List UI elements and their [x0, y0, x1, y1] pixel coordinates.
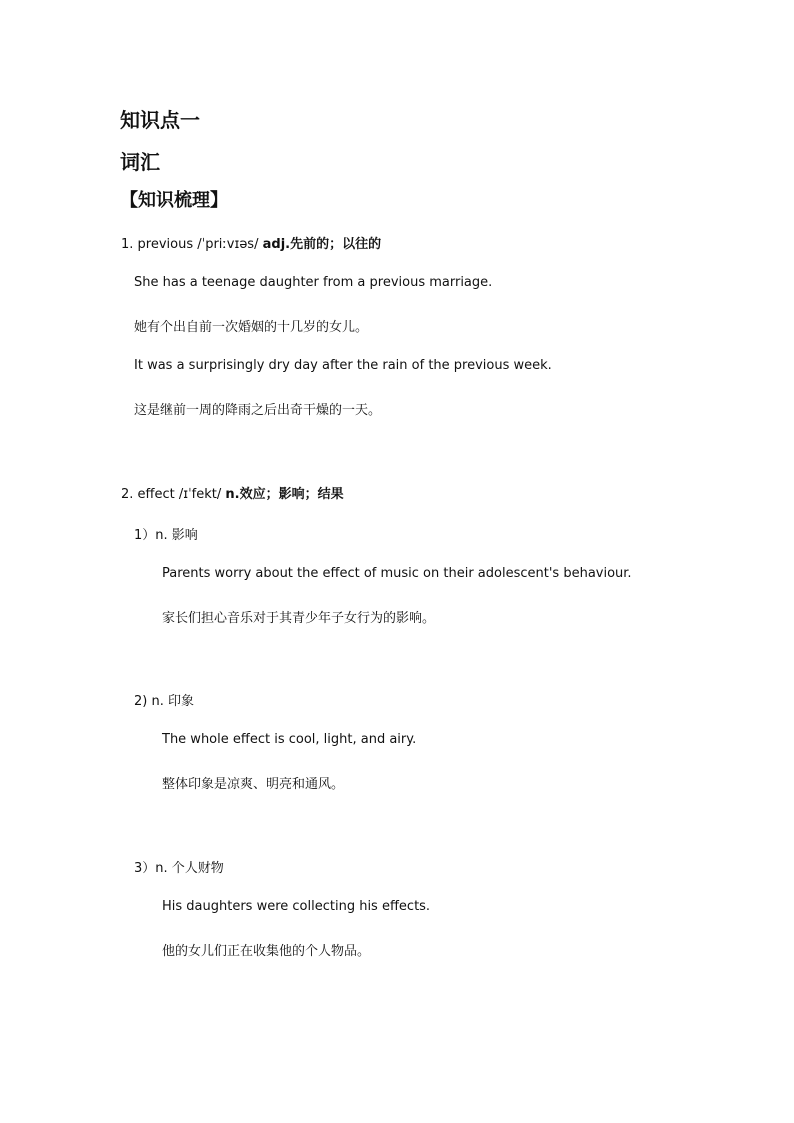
subtitle: 词汇: [120, 150, 160, 174]
entry-previous-gloss: adj.先前的；以往的: [262, 237, 382, 252]
section-title: 知识点一: [120, 108, 200, 132]
entry-effect: [121, 483, 344, 502]
example-zh: 这是继前一周的降雨之后出奇干燥的一天。: [134, 403, 382, 418]
sense-label: 3）n. 个人财物: [134, 861, 224, 876]
example-en: His daughters were collecting his effects.: [162, 899, 431, 914]
sense-label: 1）n. 影响: [134, 528, 198, 543]
example-zh: 家长们担心音乐对于其青少年子女行为的影响。: [162, 611, 436, 626]
entry-previous: [121, 233, 381, 252]
entry-effect-gloss: n.效应；影响；结果: [225, 487, 344, 502]
knowledge-heading: 【知识梳理】: [120, 190, 228, 211]
example-zh: 他的女儿们正在收集他的个人物品。: [162, 944, 371, 959]
entry-effect-word: 2. effect /ɪˈfekt/: [121, 487, 226, 502]
sense-label: 2) n. 印象: [134, 694, 194, 709]
example-zh: 整体印象是凉爽、明亮和通风。: [162, 777, 345, 792]
entry-previous-word: 1. previous /ˈpriːvɪəs/: [121, 237, 263, 252]
example-en: Parents worry about the effect of music on their adolescent's behaviour.: [162, 566, 632, 581]
example-zh: 她有个出自前一次婚姻的十几岁的女儿。: [134, 320, 369, 335]
example-en: She has a teenage daughter from a previous marriage.: [134, 275, 493, 290]
example-en: It was a surprisingly dry day after the rain of the previous week.: [134, 358, 552, 373]
example-en: The whole effect is cool, light, and airy.: [162, 732, 417, 747]
